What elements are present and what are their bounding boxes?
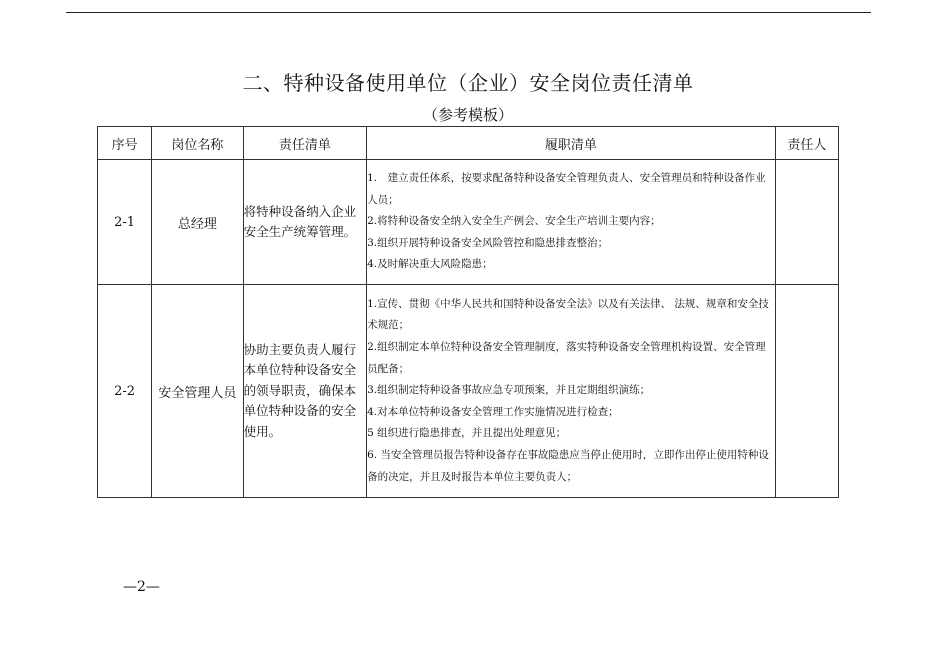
table-row <box>98 285 839 498</box>
duty-list-cell <box>367 160 776 285</box>
duty-item: 1. 建立责任体系，按要求配备特种设备安全管理负责人、安全管理员和特种设备作业人员； <box>367 172 766 206</box>
post-name-cell: 总经理 <box>152 160 243 285</box>
serial-number-cell: 2-2 <box>98 285 152 498</box>
duty-item: 6. 当安全管理员报告特种设备存在事故隐患应当停止使用时，立即作出停止使用特种设备的决定，并且及时报告本单位主要负责人； <box>367 448 769 483</box>
responsible-person-cell <box>775 285 838 498</box>
duty-item: 2.组织制定本单位特种设备安全管理制度，落实特种设备安全管理机构设置、安全管理员配备； <box>367 341 766 375</box>
duty-item: 4.对本单位特种设备安全管理工作实施情况进行检查； <box>367 405 619 418</box>
duty-item: 4.及时解决重大风险隐患； <box>367 258 493 271</box>
serial-number-cell: 2-1 <box>98 160 152 285</box>
header-post-name: 岗位名称 <box>152 127 243 160</box>
duty-item: 2.将特种设备安全纳入安全生产例会、安全生产培训主要内容； <box>367 215 661 228</box>
table-row <box>98 160 839 285</box>
responsible-person-cell <box>775 160 838 285</box>
duty-item: 5 组织进行隐患排查，并且提出处理意见； <box>367 427 567 440</box>
document-title: 二、特种设备使用单位（企业）安全岗位责任清单 <box>242 71 694 95</box>
duty-item: 1.宣传、贯彻《中华人民共和国特种设备安全法》以及有关法律、 法规、规章和安全技术规范； <box>367 297 769 332</box>
header-rule <box>66 12 871 13</box>
duty-list-cell <box>367 285 776 498</box>
responsibility-cell: 将特种设备纳入企业安全生产统筹管理。 <box>243 160 367 285</box>
duty-item: 3.组织开展特种设备安全风险管控和隐患排查整治； <box>367 236 609 249</box>
document-subtitle: （参考模板） <box>422 106 513 124</box>
page-number: —2— <box>123 579 160 595</box>
header-responsibility-list: 责任清单 <box>243 127 367 160</box>
responsibility-cell: 协助主要负责人履行本单位特种设备安全的领导职责，确保本单位特种设备的安全使用。 <box>243 285 367 498</box>
header-serial-number: 序号 <box>98 127 152 160</box>
post-name-cell: 安全管理人员 <box>152 285 243 498</box>
duty-item: 3.组织制定特种设备事故应急专项预案，并且定期组织演练； <box>367 384 651 397</box>
header-responsible-person: 责任人 <box>775 127 838 160</box>
responsibility-table <box>97 126 839 498</box>
table-header-row <box>98 127 839 160</box>
header-duty-list: 履职清单 <box>367 127 776 160</box>
